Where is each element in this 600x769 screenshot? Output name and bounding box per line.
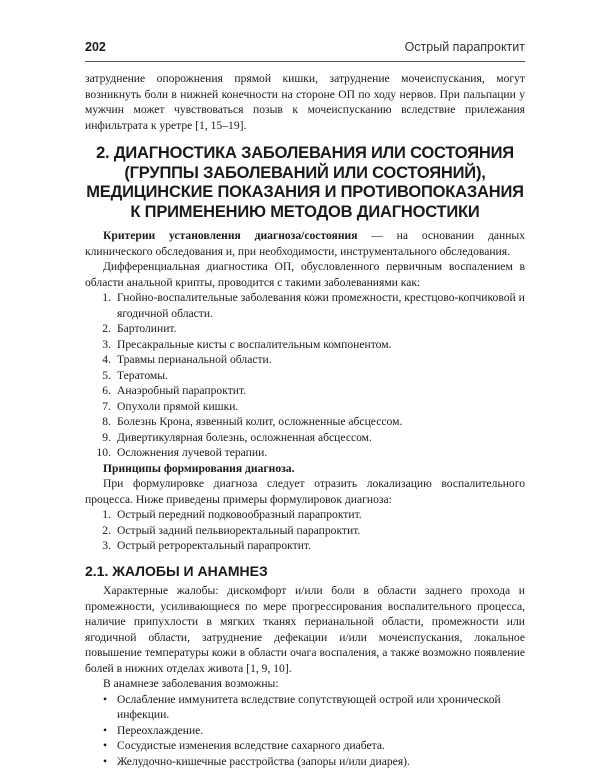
list-item: 2. Бартолинит. — [85, 321, 525, 337]
list-item: 7. Опухоли прямой кишки. — [85, 399, 525, 415]
page-number: 202 — [85, 40, 106, 54]
list-item: 4. Травмы перианальной области. — [85, 352, 525, 368]
intro-paragraph: затруднение опорожнения прямой кишки, затруднение мочеиспускания, могут возникнуть боли в нижней конечности на стороне ОП по ходу нервов. При пальпации у мужчин может чувствоваться позыв к мочеиспусканию вследствие прилежания инфильтрата к уретре [1, 15–19]. — [85, 71, 525, 133]
section-2-title-line: 2. ДИАГНОСТИКА ЗАБОЛЕВАНИЯ ИЛИ СОСТОЯНИЯ — [85, 144, 525, 164]
list-item: 8. Болезнь Крона, язвенный колит, осложненные абсцессом. — [85, 414, 525, 430]
criteria-paragraph — [85, 228, 525, 259]
criteria-text: — на основании данных клинического обследования и, при необходимости, инструментального обследования. — [85, 229, 525, 258]
list-item: 6. Анаэробный парапроктит. — [85, 383, 525, 399]
anamnesis-list — [85, 692, 525, 769]
list-item: 5. Тератомы. — [85, 368, 525, 384]
complaints-paragraph: Характерные жалобы: дискомфорт и/или боли в области заднего прохода и промежности, усиливающиеся по мере прогрессирования воспалительного процесса, наличие припухлости в мягких тканях перианальной области, промежности или ягодичной области, затруднение дефекации и/или мочеиспускания, локальное повышение температуры кожи в области очага воспаления, а также возможно появление болей в нижних отделах живота [1, 9, 10]. — [85, 583, 525, 676]
section-2-title — [85, 144, 525, 222]
list-item: 1. Острый передний подковообразный парапроктит. — [85, 507, 525, 523]
list-item: 3. Пресакральные кисты с воспалительным компонентом. — [85, 337, 525, 353]
differential-intro: Дифференциальная диагностика ОП, обусловленного первичным воспалением в области анальной крипты, проводится с такими заболеваниями как: — [85, 259, 525, 290]
section-2-title-line: МЕДИЦИНСКИЕ ПОКАЗАНИЯ И ПРОТИВОПОКАЗАНИЯ — [85, 183, 525, 203]
list-item: 9. Дивертикулярная болезнь, осложненная абсцессом. — [85, 430, 525, 446]
criteria-label: Критерии установления диагноза/состояния — [103, 229, 357, 242]
list-item: • Переохлаждение. — [85, 723, 525, 739]
principles-label: Принципы формирования диагноза. — [85, 461, 525, 477]
anamnesis-intro: В анамнезе заболевания возможны: — [85, 676, 525, 692]
list-item: 2. Острый задний пельвиоректальный парапроктит. — [85, 523, 525, 539]
section-2-1-title: 2.1. ЖАЛОБЫ И АНАМНЕЗ — [85, 564, 525, 580]
list-item: 1. Гнойно-воспалительные заболевания кожи промежности, крестцово-копчиковой и ягодичной области. — [85, 290, 525, 321]
list-item: • Желудочно-кишечные расстройства (запоры и/или диарея). — [85, 754, 525, 769]
examples-list — [85, 507, 525, 554]
page-body — [85, 71, 525, 769]
header-rule — [85, 61, 525, 62]
running-title: Острый парапроктит — [405, 40, 525, 54]
list-item: • Ослабление иммунитета вследствие сопутствующей острой или хронической инфекции. — [85, 692, 525, 723]
differential-list — [85, 290, 525, 461]
list-item: 3. Острый ретроректальный парапроктит. — [85, 538, 525, 554]
section-2-title-line: (ГРУППЫ ЗАБОЛЕВАНИЙ ИЛИ СОСТОЯНИЙ), — [85, 164, 525, 184]
section-2-title-line: К ПРИМЕНЕНИЮ МЕТОДОВ ДИАГНОСТИКИ — [85, 203, 525, 223]
list-item: 10. Осложнения лучевой терапии. — [85, 445, 525, 461]
list-item: • Сосудистые изменения вследствие сахарного диабета. — [85, 738, 525, 754]
page-header — [85, 36, 525, 58]
principles-text: При формулировке диагноза следует отразить локализацию воспалительного процесса. Ниже приведены примеры формулировок диагноза: — [85, 476, 525, 507]
